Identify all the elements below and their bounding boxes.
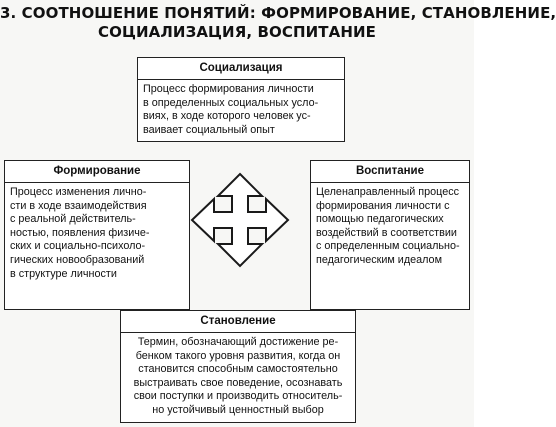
socialization-heading: Социализация — [138, 58, 344, 80]
title-line-1: 3. СООТНОШЕНИЕ ПОНЯТИЙ: ФОРМИРОВАНИЕ, СТАНОВЛЕНИЕ, — [0, 4, 556, 22]
page-title — [0, 4, 556, 42]
socialization-box — [137, 57, 345, 142]
upbringing-box — [310, 160, 470, 310]
formation-heading: Формирование — [5, 161, 189, 183]
four-way-arrow-icon — [190, 172, 290, 268]
formation-definition: Процесс изменения лично- сти в ходе взаимодействия с реальной действитель- ностью, появления физиче- ских и социально-психоло- гических новообразований в структуре личности — [10, 186, 150, 280]
becoming-box — [120, 310, 356, 423]
upbringing-heading: Воспитание — [311, 161, 469, 183]
socialization-definition: Процесс формирования личности в определенных социальных усло- виях, в ходе которого человек ус- ваивает социальный опыт — [143, 83, 319, 136]
title-line-2: СОЦИАЛИЗАЦИЯ, ВОСПИТАНИЕ — [98, 23, 376, 41]
upbringing-definition: Целенаправленный процесс формирования личности с помощью педагогических воздействий в соответствии с определенным социально- педагогическим идеалом — [316, 186, 460, 266]
becoming-definition: Термин, обозначающий достижение ре- бенком такого уровня развития, когда он становится способным самостоятельно выстраивать свое поведение, осознавать свои поступки и производить относитель- но устойчивый ценностный выбор — [133, 336, 343, 416]
becoming-heading: Становление — [121, 311, 355, 333]
formation-box — [4, 160, 190, 310]
